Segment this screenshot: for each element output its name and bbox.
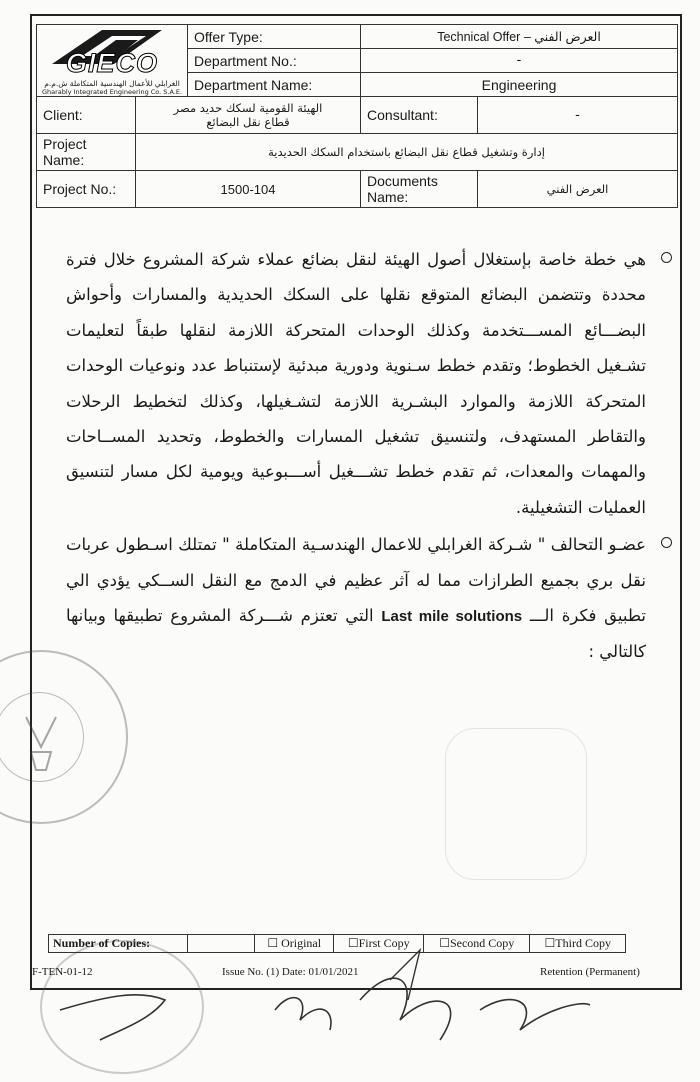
project-no-value: 1500-104 bbox=[136, 171, 361, 208]
copies-table bbox=[48, 934, 626, 953]
paragraph-2-text-a: عضـو التحالف " شـركة الغرابلي للاعمال الهندسـية المتكاملة " تمتلك اسـطول عربات نقل بري بجميع الطرازات مما له آثر عظيم في الدمج مع النقل الســكي يؤدي الي تطبيق فكرة الـــ bbox=[66, 535, 647, 626]
checkbox-icon: ☐ bbox=[544, 936, 556, 950]
issue-info: Issue No. (1) Date: 01/01/2021 bbox=[222, 966, 359, 978]
logo-english-name: Gharably Integrated Engineering Co. S.A.E. bbox=[41, 87, 183, 96]
checkbox-icon: ☐ bbox=[439, 936, 450, 950]
documents-name-value: العرض الفني bbox=[478, 171, 678, 208]
department-name-value: Engineering bbox=[361, 73, 678, 97]
logo-arabic-name: الغرابلي للأعمال الهندسية المتكاملة ش.م.م bbox=[44, 78, 180, 88]
consultant-value: - bbox=[478, 97, 678, 134]
official-seal-stamp bbox=[0, 650, 128, 824]
project-name-value: إدارة وتشغيل قطاع نقل البضائع باستخدام السكك الحديدية bbox=[136, 134, 678, 171]
company-logo bbox=[37, 25, 188, 97]
consultant-label: Consultant: bbox=[361, 97, 478, 134]
copy-original[interactable]: ☐ Original bbox=[255, 935, 334, 953]
client-name-line-1: الهيئة القومية لسكك حديد مصر bbox=[173, 101, 323, 115]
retention-info: Retention (Permanent) bbox=[540, 966, 640, 978]
client-name-line-2: قطاع نقل البضائع bbox=[206, 115, 290, 129]
paragraph-1-text: هي خطة خاصة بإستغلال أصول الهيئة لنقل بضائع عملاء شركة المشروع خلال فترة محددة وتتضمن البضائع المتوقع نقلها على السكك الحديدية والمسارات وأحواش البضـــائع المســـتخدمة وكذلك الوحدات المتحركة اللازمة لنقلها طبقاً لتعليمات تشـغيل الخطوط؛ وتقدم خطط سـنوية ودورية مبدئية لإستنباط عدد ونوعيات الوحدات المتحركة اللازمة والموارد البشـرية اللازمة لتشـغيلها، وكذلك لتخطيط الرحلات والتقاطر المستهدف، ولتنسيق تشغيل المسارات والخطوط، وتحديد المســاحات والمهمات والمعدات، ثم تقدم خطط تشـــغيل أســـبوعية ويومية لكل مسار لتنسيق العمليات التشغيلية. bbox=[66, 250, 646, 517]
client-value bbox=[136, 97, 361, 134]
copies-label: Number of Copies: bbox=[49, 935, 188, 953]
project-no-label: Project No.: bbox=[37, 171, 136, 208]
project-name-label: Project Name: bbox=[37, 134, 136, 171]
copy-third[interactable]: ☐Third Copy bbox=[530, 935, 626, 953]
client-label: Client: bbox=[37, 97, 136, 134]
document-body bbox=[66, 242, 646, 672]
documents-name-label: Documents Name: bbox=[361, 171, 478, 208]
logo-name: GIECO bbox=[66, 47, 159, 78]
department-no-label: Department No.: bbox=[188, 49, 361, 73]
header-table bbox=[36, 24, 678, 208]
offer-type-label: Offer Type: bbox=[188, 25, 361, 49]
department-no-value: - bbox=[361, 49, 678, 73]
faded-watermark-stamp bbox=[445, 728, 587, 880]
copy-second[interactable]: ☐Second Copy bbox=[424, 935, 530, 953]
offer-type-value: Technical Offer – العرض الفني bbox=[361, 25, 678, 49]
paragraph-2 bbox=[66, 527, 646, 670]
paragraph-2-text-b: التي تعتزم شـــركة المشروع تطبيقها وبيانها كالتالي : bbox=[66, 606, 646, 662]
eagle-emblem-icon bbox=[0, 652, 126, 822]
copy-first[interactable]: ☐First Copy bbox=[334, 935, 424, 953]
company-round-stamp bbox=[40, 940, 204, 1074]
paragraph-2-english-term: Last mile solutions bbox=[381, 608, 523, 626]
paragraph-1 bbox=[66, 242, 646, 525]
checkbox-icon: ☐ bbox=[347, 936, 359, 950]
department-name-label: Department Name: bbox=[188, 73, 361, 97]
bullet-circle-icon bbox=[661, 252, 672, 263]
checkbox-icon: ☐ bbox=[267, 936, 279, 950]
form-code: F-TEN-01-12 bbox=[32, 966, 93, 978]
